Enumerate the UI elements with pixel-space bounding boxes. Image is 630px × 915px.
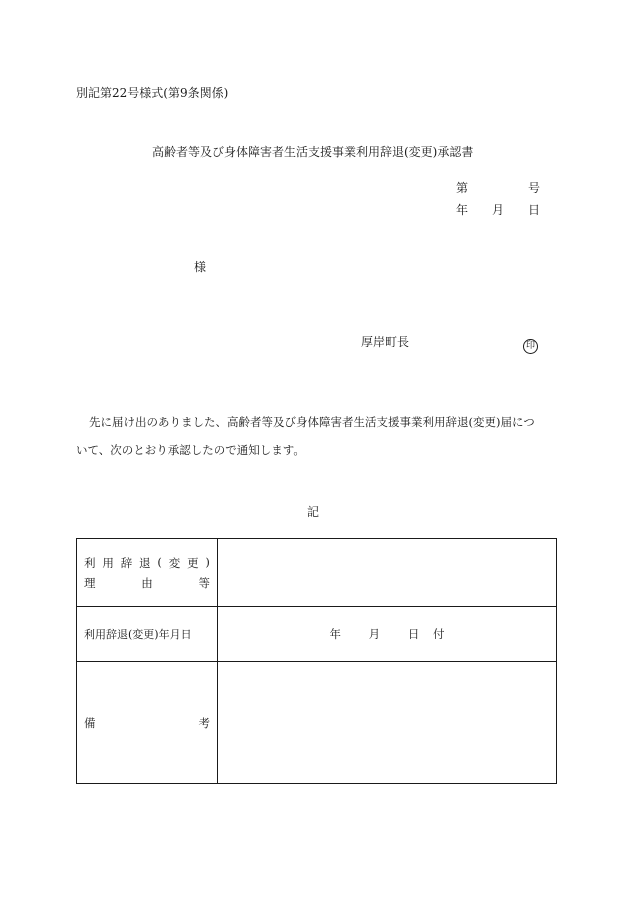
doc-number-prefix: 第 (456, 181, 469, 195)
body-text-line2: いて、次のとおり承認したので通知します。 (76, 443, 305, 457)
reason-label-line1 (84, 555, 210, 571)
remarks-char: 考 (198, 715, 210, 730)
reason-char: ( (157, 554, 162, 569)
reason-char: 変 (168, 555, 181, 570)
doc-number-suffix: 号 (528, 181, 541, 195)
table-row-date (77, 607, 557, 662)
date-value-tsuke: 付 (432, 627, 445, 641)
issue-date-day: 日 (528, 203, 541, 217)
reason-char: 理 (84, 575, 96, 590)
table-row-reason (77, 539, 557, 607)
issuer-name: 厚岸町長 (361, 335, 410, 349)
date-value-month: 月 (368, 627, 381, 641)
seal-icon: 印 (523, 339, 538, 354)
details-table (76, 538, 557, 784)
date-value-year: 年 (329, 627, 342, 641)
addressee-suffix: 様 (194, 260, 207, 274)
date-value-day: 日 (407, 627, 420, 641)
reason-label-cell (77, 539, 218, 607)
body-text-line1: 先に届け出のありました、高齢者等及び身体障害者生活支援事業利用辞退(変更)届につ (89, 415, 535, 429)
reason-value-cell[interactable] (218, 539, 557, 607)
remarks-label (84, 715, 210, 731)
reason-char: 退 (139, 555, 151, 570)
remarks-label-cell (77, 662, 218, 784)
document-title: 高齢者等及び身体障害者生活支援事業利用辞退(変更)承認書 (152, 145, 474, 159)
form-number: 別記第22号様式(第9条関係) (76, 86, 229, 100)
reason-char: 更 (187, 555, 199, 570)
remarks-value-cell[interactable] (218, 662, 557, 784)
reason-char: 利 (84, 555, 96, 570)
reason-char: 等 (198, 575, 210, 590)
reason-char: ) (205, 554, 210, 569)
date-label-cell: 利用辞退(変更)年月日 (77, 607, 218, 662)
reason-label-line2 (84, 575, 210, 591)
reason-char: 辞 (120, 555, 133, 570)
date-value-cell[interactable] (218, 607, 557, 662)
ki-heading: 記 (307, 505, 320, 519)
issue-date-year: 年 (456, 203, 469, 217)
table-row-remarks (77, 662, 557, 784)
issue-date-month: 月 (492, 203, 505, 217)
seal-mark (523, 333, 538, 354)
reason-char: 用 (102, 555, 114, 570)
remarks-char: 備 (84, 715, 96, 730)
reason-char: 由 (141, 575, 153, 590)
